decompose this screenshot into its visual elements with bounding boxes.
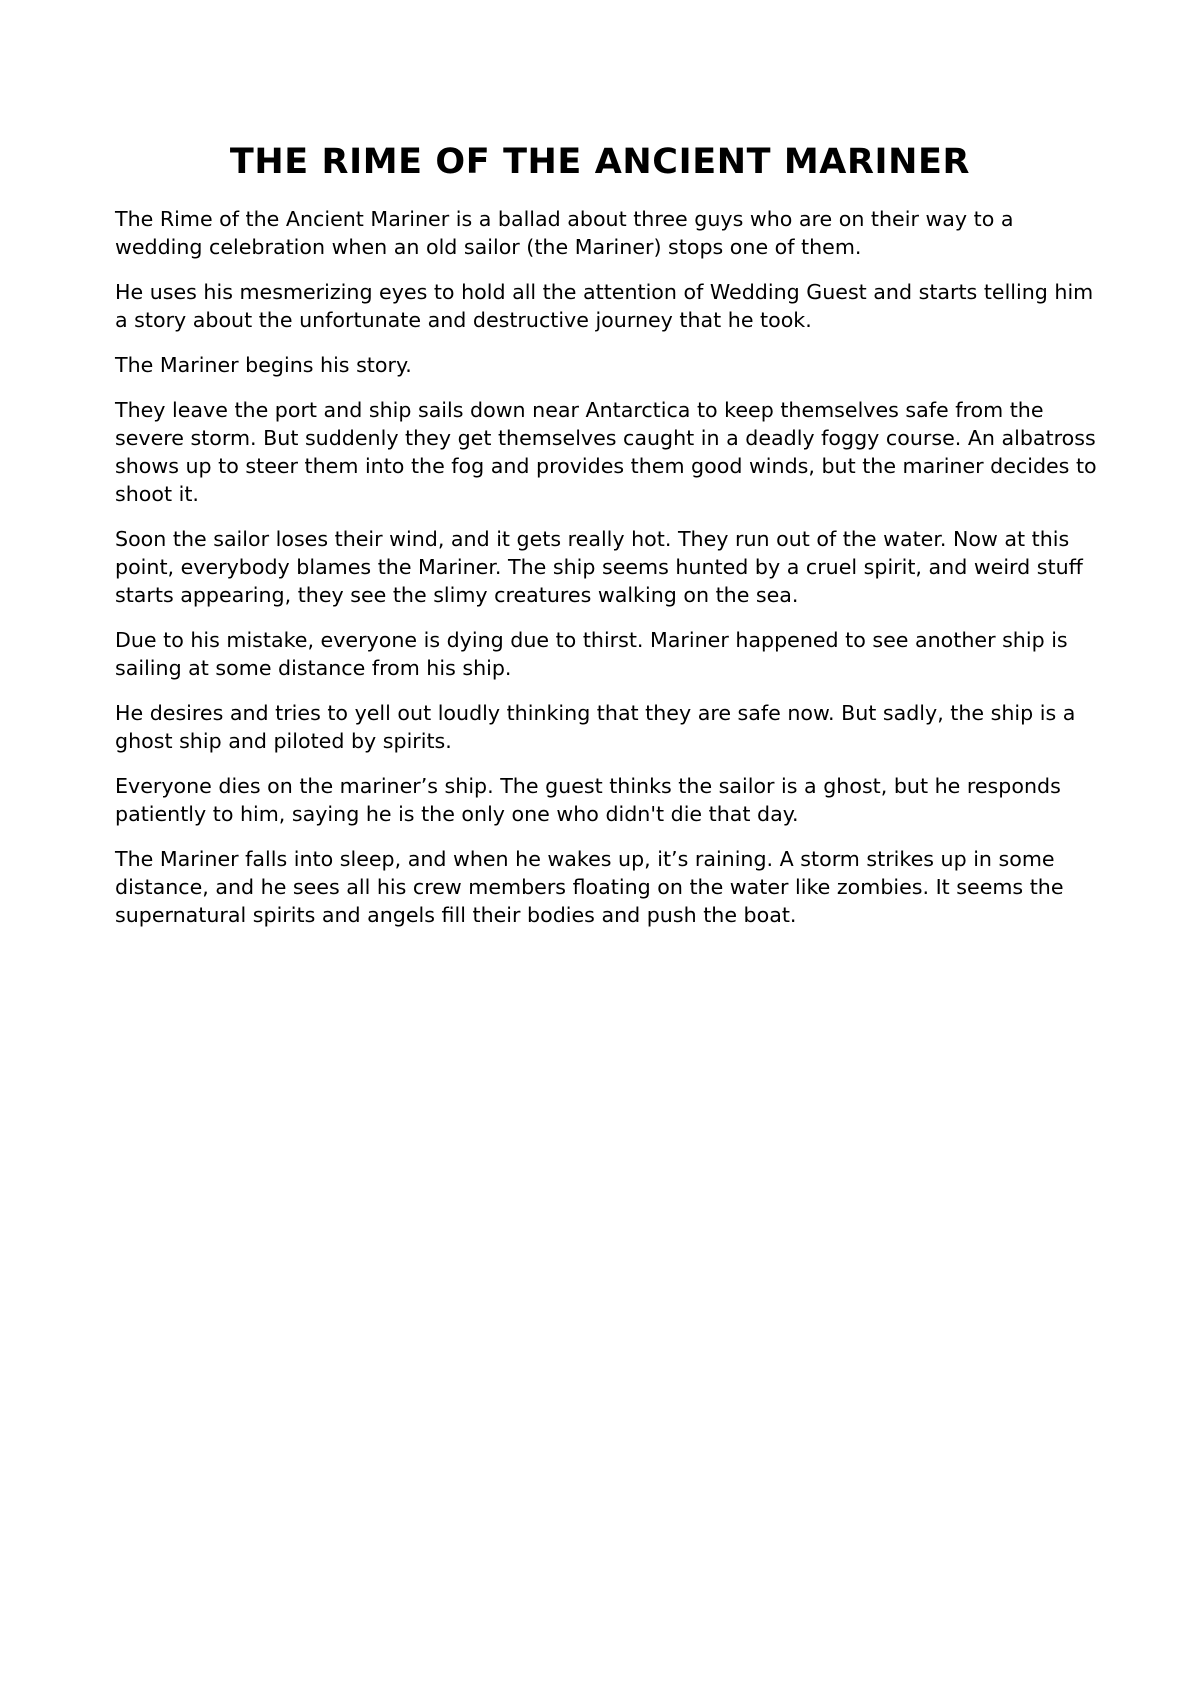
- paragraph: The Rime of the Ancient Mariner is a ballad about three guys who are on their way to a wedding celebration when an old sailor (the Mariner) stops one of them.: [115, 207, 1014, 259]
- paragraph: He desires and tries to yell out loudly thinking that they are safe now. But sadly, the ship is a ghost ship and piloted by spirits.: [115, 701, 1076, 753]
- paragraph: He uses his mesmerizing eyes to hold all the attention of Wedding Guest and starts telling him a story about the unfortunate and destructive journey that he took.: [115, 280, 1094, 332]
- paragraph: Soon the sailor loses their wind, and it gets really hot. They run out of the water. Now at this point, everybody blames the Mariner. The ship seems hunted by a cruel spirit, and weird stuff starts appearing, they see the slimy creatures walking on the sea.: [115, 527, 1083, 607]
- document-title: THE RIME OF THE ANCIENT MARINER: [229, 142, 971, 182]
- document-body: [115, 205, 1105, 946]
- paragraph: The Mariner falls into sleep, and when he wakes up, it’s raining. A storm strikes up in some distance, and he sees all his crew members floating on the water like zombies. It seems the supernatural spirits and angels fill their bodies and push the boat.: [115, 847, 1064, 927]
- paragraph: They leave the port and ship sails down near Antarctica to keep themselves safe from the severe storm. But suddenly they get themselves caught in a deadly foggy course. An albatross shows up to steer them into the fog and provides them good winds, but the mariner decides to shoot it.: [115, 398, 1097, 506]
- paragraph: The Mariner begins his story.: [115, 353, 412, 377]
- paragraph: Due to his mistake, everyone is dying due to thirst. Mariner happened to see another ship is sailing at some distance from his ship.: [115, 628, 1068, 680]
- paragraph: Everyone dies on the mariner’s ship. The guest thinks the sailor is a ghost, but he responds patiently to him, saying he is the only one who didn't die that day.: [115, 774, 1061, 826]
